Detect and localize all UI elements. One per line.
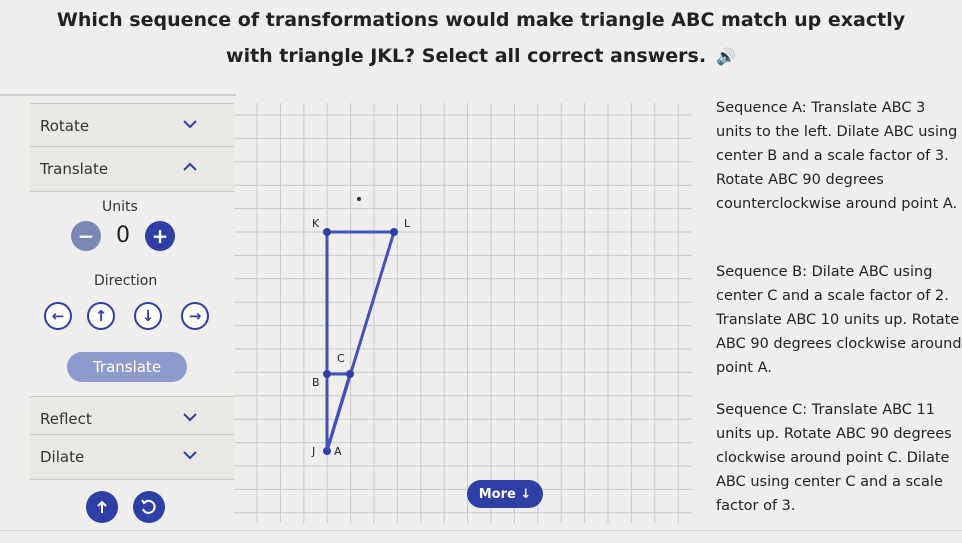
dilate-tool[interactable] — [30, 434, 234, 480]
translate-label: Translate — [40, 160, 109, 178]
more-label: More — [478, 486, 516, 502]
reflect-label: Reflect — [40, 410, 92, 428]
undo-icon — [93, 498, 111, 516]
point-l — [390, 228, 398, 236]
label-a: A — [334, 445, 342, 458]
dilate-label: Dilate — [40, 448, 85, 466]
rotate-tool[interactable] — [30, 103, 234, 149]
reset-icon — [139, 497, 159, 517]
question-line-1: Which sequence of transformations would make triangle ABC match up exactly — [56, 9, 906, 31]
tool-panel — [30, 103, 234, 543]
stray-dot — [357, 197, 361, 201]
direction-label: Direction — [94, 273, 158, 289]
direction-up-button[interactable]: ↑ — [87, 302, 115, 330]
label-c: C — [337, 352, 345, 365]
label-l: L — [404, 217, 411, 230]
sequence-c-text: Sequence C: Translate ABC 11 units up. Rotate ABC 90 degrees clockwise around point C. Dilate ABC using center C and a scale factor of 3. — [716, 402, 952, 514]
sequence-b — [716, 260, 962, 380]
coordinate-grid[interactable] — [234, 103, 692, 523]
units-value: 0 — [116, 223, 130, 248]
rotate-label: Rotate — [40, 117, 90, 135]
translate-button[interactable]: Translate — [67, 352, 187, 382]
label-b: B — [312, 376, 320, 389]
point-k — [323, 228, 331, 236]
direction-right-button[interactable]: → — [181, 302, 209, 330]
question-line-2-text: with triangle JKL? Select all correct answers. — [226, 45, 707, 67]
question-text — [0, 2, 962, 75]
divider — [0, 94, 236, 96]
chevron-down-icon — [182, 116, 198, 132]
units-increase-button[interactable]: + — [145, 221, 175, 251]
sequence-a — [716, 96, 962, 216]
label-k: K — [312, 217, 320, 230]
more-button[interactable] — [467, 480, 543, 508]
units-decrease-button[interactable]: − — [71, 221, 101, 251]
chevron-down-icon — [182, 447, 198, 463]
chevron-up-icon — [182, 159, 198, 175]
direction-left-button[interactable]: ← — [44, 302, 72, 330]
reset-button[interactable] — [133, 491, 165, 523]
arrow-down-icon: ↓ — [520, 486, 532, 502]
label-j: J — [312, 445, 316, 458]
footer-divider — [0, 530, 962, 531]
direction-down-button[interactable]: ↓ — [134, 302, 162, 330]
sequence-c — [716, 398, 962, 518]
point-c — [346, 370, 354, 378]
speaker-icon[interactable]: 🔊 — [716, 47, 736, 66]
sequence-a-text: Sequence A: Translate ABC 3 units to the left. Dilate ABC using center B and a scale factor of 3. Rotate ABC 90 degrees counterclockwise around point A. — [716, 100, 958, 212]
chevron-down-icon — [182, 409, 198, 425]
grid-lines — [234, 103, 692, 523]
units-label: Units — [102, 199, 138, 215]
point-b — [323, 370, 331, 378]
translate-tool[interactable] — [30, 146, 234, 192]
question-line-2 — [0, 38, 962, 75]
sequence-b-text: Sequence B: Dilate ABC using center C and a scale factor of 2. Translate ABC 10 units up. Rotate ABC 90 degrees clockwise around point A. — [716, 264, 962, 376]
triangle-jkl — [323, 106, 398, 455]
undo-button[interactable] — [86, 491, 118, 523]
